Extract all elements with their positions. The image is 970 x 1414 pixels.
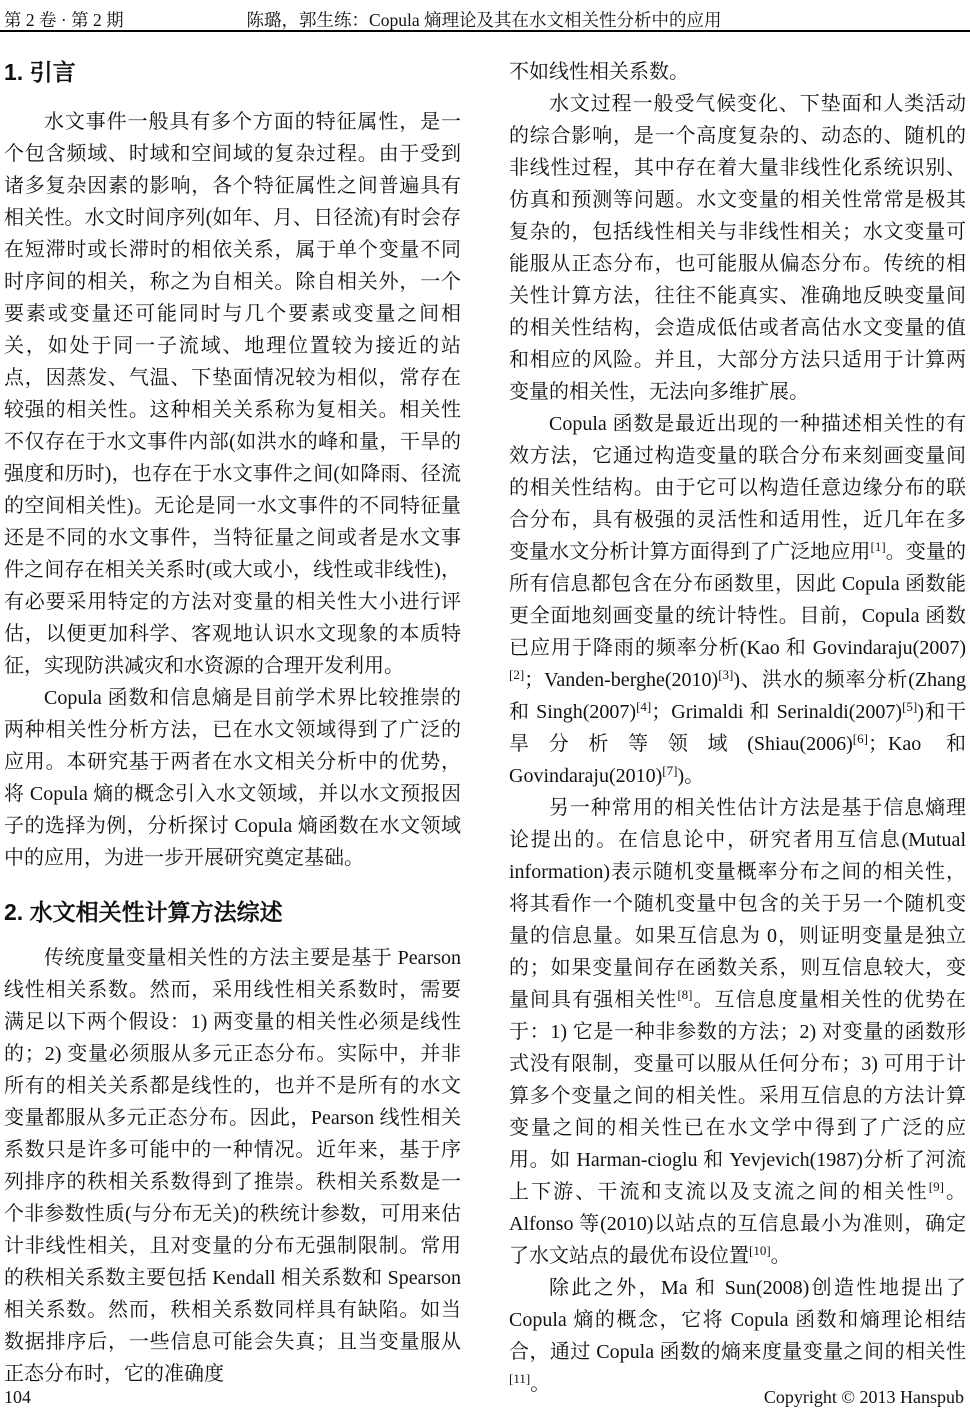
section-heading: 2. 水文相关性计算方法综述 [4,899,283,925]
citation-superscript: [6] [852,730,868,746]
volume-issue-label: 第 2 卷 · 第 2 期 [4,10,124,30]
page-footer [4,1384,964,1408]
paragraph [4,682,461,874]
paragraph [509,88,966,408]
citation-superscript: [4] [636,698,652,714]
header-divider-rule [0,30,970,32]
text-run: Copula 函数和信息熵是目前学术界比较推崇的两种相关性分析方法，已在水文领域得到了广泛的应用。本研究基于两者在水文相关分析中的优势，将 Copula 熵的概念引入水文领域，并以水文预报因子的选择为例，分析探讨 Copula 熵函数在水文领域中的应用，为进一步开展研究奠定基础。 [4,687,461,869]
citation-superscript: [1] [870,538,886,554]
text-run: ；Grimaldi 和 Serinaldi(2007) [651,701,903,723]
citation-superscript: [7] [662,762,678,778]
text-run: 。变量的所有信息都包含在分布函数里，因此 Copula 函数能更全面地刻画变量的统计特性。目前，Copula 函数已应用于降雨的频率分析(Kao 和 Govindaraju(2007) [509,541,967,659]
citation-superscript: [9] [928,1178,944,1194]
paragraph [509,1272,966,1400]
text-run: )和干旱分析等领域(Shiau(2006) [509,701,966,755]
text-run: Copula 函数是最近出现的一种描述相关性的有效方法，它通过构造变量的联合分布来刻画变量间的相关性结构。由于它可以构造任意边缘分布的联合分布，具有极强的灵活性和适用性，近几年在多变量水文分析计算方面得到了广泛地应用 [509,413,966,563]
text-run: 水文过程一般受气候变化、下垫面和人类活动的综合影响，是一个高度复杂的、动态的、随机的非线性过程，其中存在着大量非线性化系统识别、仿真和预测等问题。水文变量的相关性常常是极其复杂的，包括线性相关与非线性相关；水文变量可能服从正态分布，也可能服从偏态分布。传统的相关性计算方法，往往不能真实、准确地反映变量间的相关性结构，会造成低估或者高估水文变量的值和相应的风险。并且，大部分方法只适用于计算两变量的相关性，无法向多维扩展。 [509,93,966,403]
text-run: 另一种常用的相关性估计方法是基于信息熵理论提出的。在信息论中，研究者用互信息(Mutual information)表示随机变量概率分布之间的相关性，将其看作一个随机变量中包含的关于另一个随机变量的信息量。如果互信息为 0，则证明变量是独立的；如果变量间存在函数关系，则互信息较大，变量间具有强相关性 [509,797,966,1011]
right-column [509,56,966,1400]
paragraph [4,106,461,682]
text-run: 。 [770,1245,791,1267]
text-run: 传统度量变量相关性的方法主要是基于 Pearson 线性相关系数。然而，采用线性相关系数时，需要满足以下两个假设：1) 两变量的相关性必须是线性的；2) 变量必须服从多元正态分布。实际中，并非所有的相关关系都是线性的，也并不是所有的水文变量都服从多元正态分布。因此，Pearson 线性相关系数只是许多可能中的一种情况。近年来，基于序列排序的秩相关系数得到了推崇。秩相关系数是一个非参数性质(与分布无关)的秩统计参数，可用来估计非线性相关，且对变量的分布无强制限制。常用的秩相关系数主要包括 Kendall 相关系数和 Spearson 相关系数。然而，秩相关系数同样具有缺陷。如当数据排序后，一些信息可能会失真；且当变量服从正态分布时，它的准确度 [4,947,461,1385]
text-run: 不如线性相关系数。 [509,61,689,83]
text-run: 。Alfonso 等(2010)以站点的互信息最小为准则，确定了水文站点的最优布设位置 [509,1181,967,1267]
text-run: 水文事件一般具有多个方面的特征属性，是一个包含频域、时域和空间域的复杂过程。由于受到诸多复杂因素的影响，各个特征属性之间普遍具有相关性。水文时间序列(如年、月、日径流)有时会存在短滞时或长滞时的相依关系，属于单个变量不同时序间的相关，称之为自相关。除自相关外，一个要素或变量还可能同时与几个要素或变量之间相关，如处于同一子流域、地理位置较为接近的站点，因蒸发、气温、下垫面情况较为相似，常存在较强的相关性。这种相关关系称为复相关。相关性不仅存在于水文事件内部(如洪水的峰和量，干旱的强度和历时)，也存在于水文事件之间(如降雨、径流的空间相关性)。无论是同一水文事件的不同特征量还是不同的水文事件，当特征量之间或者是水文事件之间存在相关关系时(或大或小，线性或非线性)，有必要采用特定的方法对变量的相关性大小进行评估，以便更加科学、客观地认识水文现象的本质特征，实现防洪减灾和水资源的合理开发利用。 [4,111,461,677]
citation-superscript: [10] [749,1242,771,1258]
text-run: ；Vanden-berghe(2010) [524,669,719,691]
paragraph [509,56,966,88]
text-run: ；Kao 和 Govindaraju(2010) [509,733,966,787]
text-run: 。 [530,1373,551,1395]
citation-superscript: [5] [902,698,918,714]
citation-superscript: [3] [718,666,734,682]
paragraph [509,408,966,792]
citation-superscript: [11] [509,1370,531,1386]
running-title: 陈璐，郭生练：Copula 熵理论及其在水文相关性分析中的应用 [246,10,722,30]
paragraph [4,942,461,1390]
page-number: 104 [4,1387,31,1407]
text-run: 除此之外，Ma 和 Sun(2008)创造性地提出了 Copula 熵的概念，它将 Copula 函数和熵理论相结合，通过 Copula 函数的熵来度量变量之间的相关性 [509,1277,966,1363]
citation-superscript: [2] [509,666,525,682]
left-column [4,56,461,1390]
copyright-notice: Copyright © 2013 Hanspub [763,1387,964,1407]
text-run: )。 [677,765,705,787]
text-run: 。互信息度量相关性的优势在于：1) 它是一种非参数的方法；2) 对变量的函数形式没有限制，变量可以服从任何分布；3) 可用于计算多个变量之间的相关性。采用互信息的方法计算变量之间的相关性已在水文学中得到了广泛的应用。如 Harman-cioglu 和 Yevjevich(1987)分析了河流上下游、干流和支流以及支流之间的相关性 [509,989,967,1203]
citation-superscript: [8] [677,986,693,1002]
text-run: )、洪水的频率分析(Zhang 和 Singh(2007) [509,669,966,723]
section-heading: 1. 引言 [4,59,76,85]
paragraph [509,792,966,1272]
page-header [4,5,964,31]
